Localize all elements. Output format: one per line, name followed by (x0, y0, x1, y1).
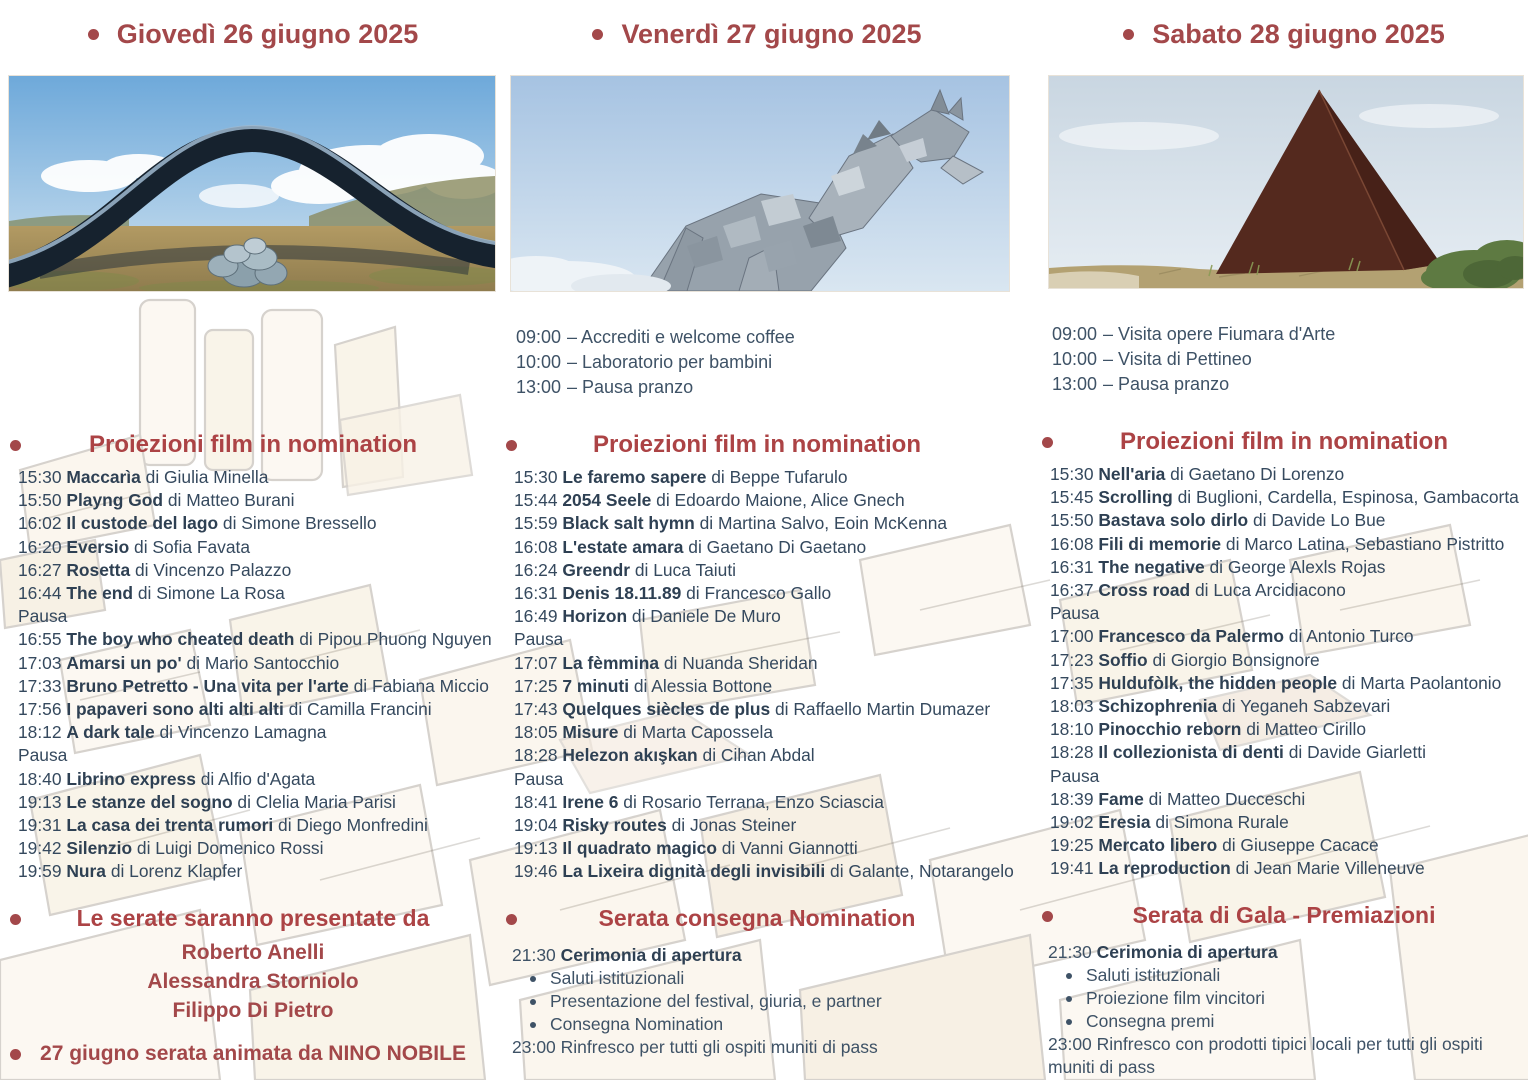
film-item: 15:30 Nell'aria di Gaetano Di Lorenzo (1050, 464, 1345, 484)
program-bullet-item: Proiezione film vincitori (1048, 987, 1528, 1010)
schedule-item: 09:00 – Visita opere Fiumara d'Arte (1052, 322, 1528, 347)
schedule-item: 09:00 – Accrediti e welcome coffee (516, 325, 1010, 350)
film-item: 16:24 Greendr di Luca Taiuti (514, 559, 737, 580)
date-header (1040, 0, 1528, 52)
film-item: 17:33 Bruno Petretto - Una vita per l'arte di Fabiana Miccio (18, 675, 489, 696)
films-list (1040, 463, 1528, 881)
evening-section (504, 904, 1010, 1059)
date-label: Giovedì 26 giugno 2025 (116, 18, 419, 49)
bullet-dot-icon (1066, 996, 1072, 1002)
film-item: 19:13 Il quadrato magico di Vanni Giannotti (514, 838, 858, 859)
film-item: 17:23 Soffio di Giorgio Bonsignore (1050, 649, 1320, 670)
film-item: 16:02 Il custode del lago di Simone Bressello (18, 513, 377, 534)
film-item: 16:27 Rosetta di Vincenzo Palazzo (18, 559, 292, 580)
evening-program (504, 944, 1010, 1059)
metal-horse-sculpture-photo (510, 75, 1010, 292)
bullet-dot-icon (1042, 437, 1053, 448)
bullet-dot-icon (1066, 973, 1072, 979)
date-label: Sabato 28 giugno 2025 (1152, 18, 1445, 49)
opening-ceremony-line: 21:30 Cerimonia di apertura (512, 944, 742, 965)
bullet-dot-icon (1066, 1019, 1072, 1025)
program-bullet-item: Presentazione del festival, giuria, e partner (512, 990, 1010, 1013)
bullet-dot-icon (506, 440, 517, 451)
day-column-saturday (1040, 0, 1528, 1079)
film-item: 19:04 Risky routes di Jonas Steiner (514, 815, 797, 836)
schedule-time: 10:00 (1052, 349, 1098, 369)
film-item: 19:25 Mercato libero di Giuseppe Cacace (1050, 835, 1379, 856)
presenter-name: Roberto Anelli (181, 940, 325, 964)
day-schedule (504, 325, 1010, 403)
date-header (8, 0, 498, 52)
film-item: 16:37 Cross road di Luca Arcidiacono (1050, 580, 1346, 601)
bullet-dot-icon (10, 1049, 21, 1060)
bullet-dot-icon (530, 999, 536, 1005)
film-item: 17:35 Huldufòlk, the hidden people di Marta Paolantonio (1050, 672, 1502, 693)
schedule-item: 10:00 – Visita di Pettineo (1052, 347, 1528, 372)
bullet-dot-icon (530, 976, 536, 982)
bullet-dot-icon (1123, 29, 1134, 40)
schedule-time: 10:00 (516, 352, 562, 372)
film-item: 17:25 7 minuti di Alessia Bottone (514, 675, 773, 696)
evening-section (8, 904, 498, 1066)
pausa-row: Pausa (1050, 603, 1100, 624)
film-item: 18:12 A dark tale di Vincenzo Lamagna (18, 722, 327, 743)
film-item: 15:50 Bastava solo dirlo di Davide Lo Bue (1050, 510, 1386, 531)
film-item: 18:05 Misure di Marta Capossela (514, 722, 774, 743)
film-item: 18:03 Schizophrenia di Yeganeh Sabzevari (1050, 696, 1391, 717)
bullet-dot-icon (10, 440, 21, 451)
day-schedule (1040, 322, 1528, 400)
schedule-item: 10:00 – Laboratorio per bambini (516, 350, 1010, 375)
film-item: 15:30 Le faremo sapere di Beppe Tufarulo (514, 467, 848, 487)
film-item: 16:44 The end di Simone La Rosa (18, 583, 285, 604)
film-item: 19:13 Le stanze del sogno di Clelia Maria Parisi (18, 791, 396, 812)
wave-arch-sculpture-photo (8, 75, 496, 292)
closing-line: 23:00 Rinfresco per tutti gli ospiti muniti di pass (512, 1036, 878, 1057)
films-section-header: Proiezioni film in nomination (504, 429, 1010, 461)
pausa-row: Pausa (514, 768, 564, 789)
film-item: 16:49 Horizon di Daniele De Muro (514, 606, 781, 627)
film-item: 18:41 Irene 6 di Rosario Terrana, Enzo Sciascia (514, 791, 884, 812)
film-item: 19:02 Eresia di Simona Rurale (1050, 812, 1289, 833)
evening-program (1040, 941, 1528, 1079)
film-item: 17:07 La fèmmina di Nuanda Sheridan (514, 652, 818, 673)
film-item: 16:08 L'estate amara di Gaetano Di Gaetano (514, 536, 867, 557)
opening-ceremony-line: 21:30 Cerimonia di apertura (1048, 941, 1278, 962)
program-bullet-item: Saluti istituzionali (512, 967, 1010, 990)
special-evening-note: 27 giugno serata animata da NINO NOBILE (8, 1042, 498, 1066)
bullet-dot-icon (1042, 911, 1053, 922)
film-item: 15:44 2054 Seele di Edoardo Maione, Alice Gnech (514, 490, 905, 511)
film-item: 18:28 Helezon akışkan di Cihan Abdal (514, 745, 815, 766)
film-item: 17:03 Amarsi un po' di Mario Santocchio (18, 652, 340, 673)
bullet-dot-icon (592, 29, 603, 40)
schedule-time: 09:00 (516, 327, 562, 347)
schedule-time: 13:00 (516, 377, 562, 397)
films-section-header: Proiezioni film in nomination (8, 429, 498, 461)
pausa-row: Pausa (18, 606, 68, 627)
evening-header: Serata consegna Nomination (504, 904, 1010, 934)
film-item: 19:42 Silenzio di Luigi Domenico Rossi (18, 838, 324, 859)
program-bullet-item: Saluti istituzionali (1048, 964, 1528, 987)
film-item: 17:56 I papaveri sono alti alti alti di Camilla Francini (18, 699, 432, 720)
bullet-dot-icon (88, 29, 99, 40)
film-item: 16:08 Fili di memorie di Marco Latina, Sebastiano Pistritto (1050, 533, 1505, 554)
film-item: 16:31 Denis 18.11.89 di Francesco Gallo (514, 583, 832, 604)
film-item: 18:10 Pinocchio reborn di Matteo Cirillo (1050, 719, 1367, 740)
films-list (504, 466, 1014, 884)
schedule-time: 09:00 (1052, 324, 1098, 344)
program-bullet-item: Consegna Nomination (512, 1013, 1010, 1036)
film-item: 18:39 Fame di Matteo Ducceschi (1050, 788, 1306, 809)
schedule-item: 13:00 – Pausa pranzo (516, 375, 1010, 400)
bullet-dot-icon (530, 1022, 536, 1028)
film-item: 15:45 Scrolling di Buglioni, Cardella, Espinosa, Gambacorta (1050, 487, 1519, 508)
evening-section (1040, 901, 1528, 1079)
film-item: 19:41 La reproduction di Jean Marie Villeneuve (1050, 858, 1425, 879)
film-item: 15:59 Black salt hymn di Martina Salvo, Eoin McKenna (514, 513, 948, 534)
date-header (504, 0, 1010, 52)
pausa-row: Pausa (1050, 765, 1100, 786)
film-item: 16:20 Eversio di Sofia Favata (18, 536, 251, 557)
schedule-time: 13:00 (1052, 374, 1098, 394)
bullet-dot-icon (506, 914, 517, 925)
film-item: 18:28 Il collezionista di denti di Davide Giarletti (1050, 742, 1426, 763)
closing-line: 23:00 Rinfresco con prodotti tipici locali per tutti gli ospiti muniti di pass (1048, 1033, 1483, 1077)
film-item: 17:00 Francesco da Palermo di Antonio Turco (1050, 626, 1414, 647)
evening-header: Le serate saranno presentate da (8, 904, 498, 934)
presenter-name: Alessandra Storniolo (147, 969, 359, 993)
evening-header: Serata di Gala - Premiazioni (1040, 901, 1528, 931)
film-item: 15:30 Maccarìa di Giulia Minella (18, 467, 269, 487)
day-schedule (8, 325, 498, 403)
pausa-row: Pausa (514, 629, 564, 650)
presenter-name: Filippo Di Pietro (172, 998, 334, 1022)
film-item: 17:43 Quelques siècles de plus di Raffaello Martin Dumazer (514, 699, 991, 720)
bullet-dot-icon (10, 914, 21, 925)
films-list (8, 466, 498, 884)
day-column-friday (504, 0, 1014, 1059)
film-item: 19:46 La Lixeira dignità degli invisibili di Galante, Notarangelo (514, 861, 1014, 882)
films-section-header: Proiezioni film in nomination (1040, 426, 1528, 458)
program-bullet-item: Consegna premi (1048, 1010, 1528, 1033)
pyramid-sculpture-photo (1048, 75, 1524, 289)
presenter-names (8, 938, 498, 1025)
film-item: 16:55 The boy who cheated death di Pipou Phuong Nguyen (18, 629, 492, 650)
day-column-thursday (8, 0, 498, 1066)
film-item: 16:31 The negative di George Alexls Rojas (1050, 556, 1386, 577)
date-label: Venerdì 27 giugno 2025 (621, 18, 922, 49)
film-item: 19:31 La casa dei trenta rumori di Diego Monfredini (18, 815, 428, 836)
film-item: 19:59 Nura di Lorenz Klapfer (18, 861, 243, 882)
film-item: 15:50 Playng God di Matteo Burani (18, 490, 295, 511)
schedule-item: 13:00 – Pausa pranzo (1052, 372, 1528, 397)
film-item: 18:40 Librino express di Alfio d'Agata (18, 768, 316, 789)
pausa-row: Pausa (18, 745, 68, 766)
